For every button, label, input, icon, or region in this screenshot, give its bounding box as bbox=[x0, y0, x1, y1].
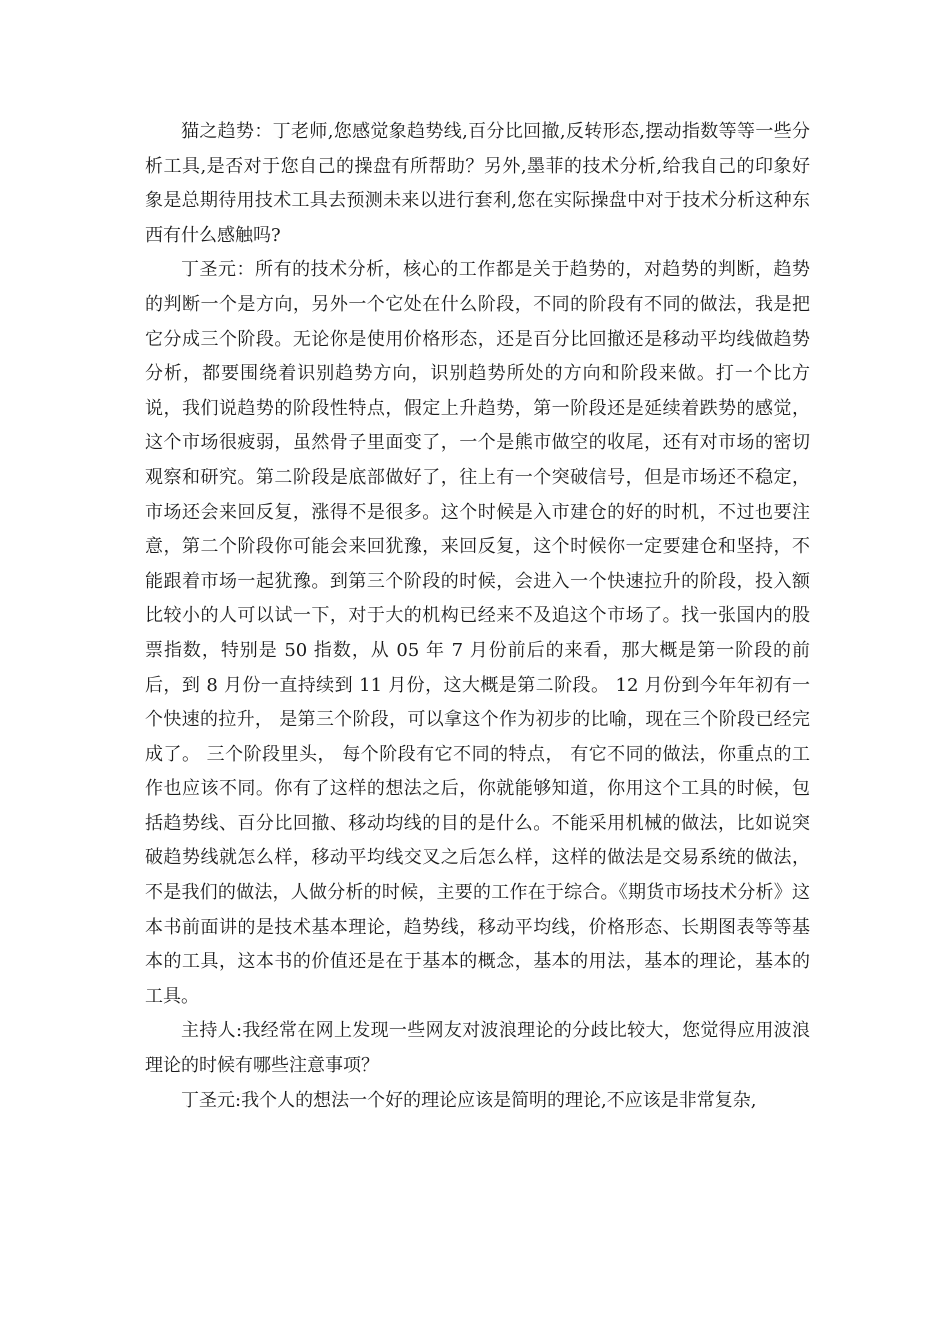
document-body bbox=[145, 115, 810, 1118]
paragraph-question-mao: 猫之趋势：丁老师,您感觉象趋势线,百分比回撤,反转形态,摆动指数等等一些分析工具,是否对于您自己的操盘有所帮助？另外,墨菲的技术分析,给我自己的印象好象是总期待用技术工具去预测未来以进行套利,您在实际操盘中对于技术分析这种东西有什么感触吗? bbox=[145, 121, 810, 246]
paragraph-answer-ding-1: 丁圣元：所有的技术分析，核心的工作都是关于趋势的，对趋势的判断，趋势的判断一个是方向，另外一个它处在什么阶段，不同的阶段有不同的做法，我是把它分成三个阶段。无论你是使用价格形态，还是百分比回撤还是移动平均线做趋势分析，都要围绕着识别趋势方向，识别趋势所处的方向和阶段来做。打一个比方说，我们说趋势的阶段性特点，假定上升趋势，第一阶段还是延续着跌势的感觉，这个市场很疲弱，虽然骨子里面变了，一个是熊市做空的收尾，还有对市场的密切观察和研究。第二阶段是底部做好了，往上有一个突破信号，但是市场还不稳定，市场还会来回反复，涨得不是很多。这个时候是入市建仓的好的时机，不过也要注意，第二个阶段你可能会来回犹豫，来回反复，这个时候你一定要建仓和坚持，不能跟着市场一起犹豫。到第三个阶段的时候，会进入一个快速拉升的阶段，投入额比较小的人可以试一下，对于大的机构已经来不及追这个市场了。找一张国内的股票指数，特别是 50 指数，从 05 年 7 月份前后的来看，那大概是第一阶段的前后，到 8 月份一直持续到 11 月份，这大概是第二阶段。 12 月份到今年年初有一个快速的拉升， 是第三个阶段，可以拿这个作为初步的比喻，现在三个阶段已经完成了。 三个阶段里头， 每个阶段有它不同的特点， 有它不同的做法，你重点的工作也应该不同。你有了这样的想法之后，你就能够知道，你用这个工具的时候，包括趋势线、百分比回撤、移动均线的目的是什么。不能采用机械的做法，比如说突破趋势线就怎么样，移动平均线交叉之后怎么样，这样的做法是交易系统的做法，不是我们的做法，人做分析的时候，主要的工作在于综合。《期货市场技术分析》这本书前面讲的是技术基本理论，趋势线，移动平均线，价格形态、长期图表等等基本的工具，这本书的价值还是在于基本的概念，基本的用法，基本的理论，基本的工具。 bbox=[145, 259, 810, 1007]
paragraph-answer-ding-2: 丁圣元:我个人的想法一个好的理论应该是简明的理论,不应该是非常复杂, bbox=[181, 1089, 757, 1111]
paragraph-question-host: 主持人:我经常在网上发现一些网友对波浪理论的分歧比较大，您觉得应用波浪理论的时候有哪些注意事项？ bbox=[145, 1020, 810, 1077]
